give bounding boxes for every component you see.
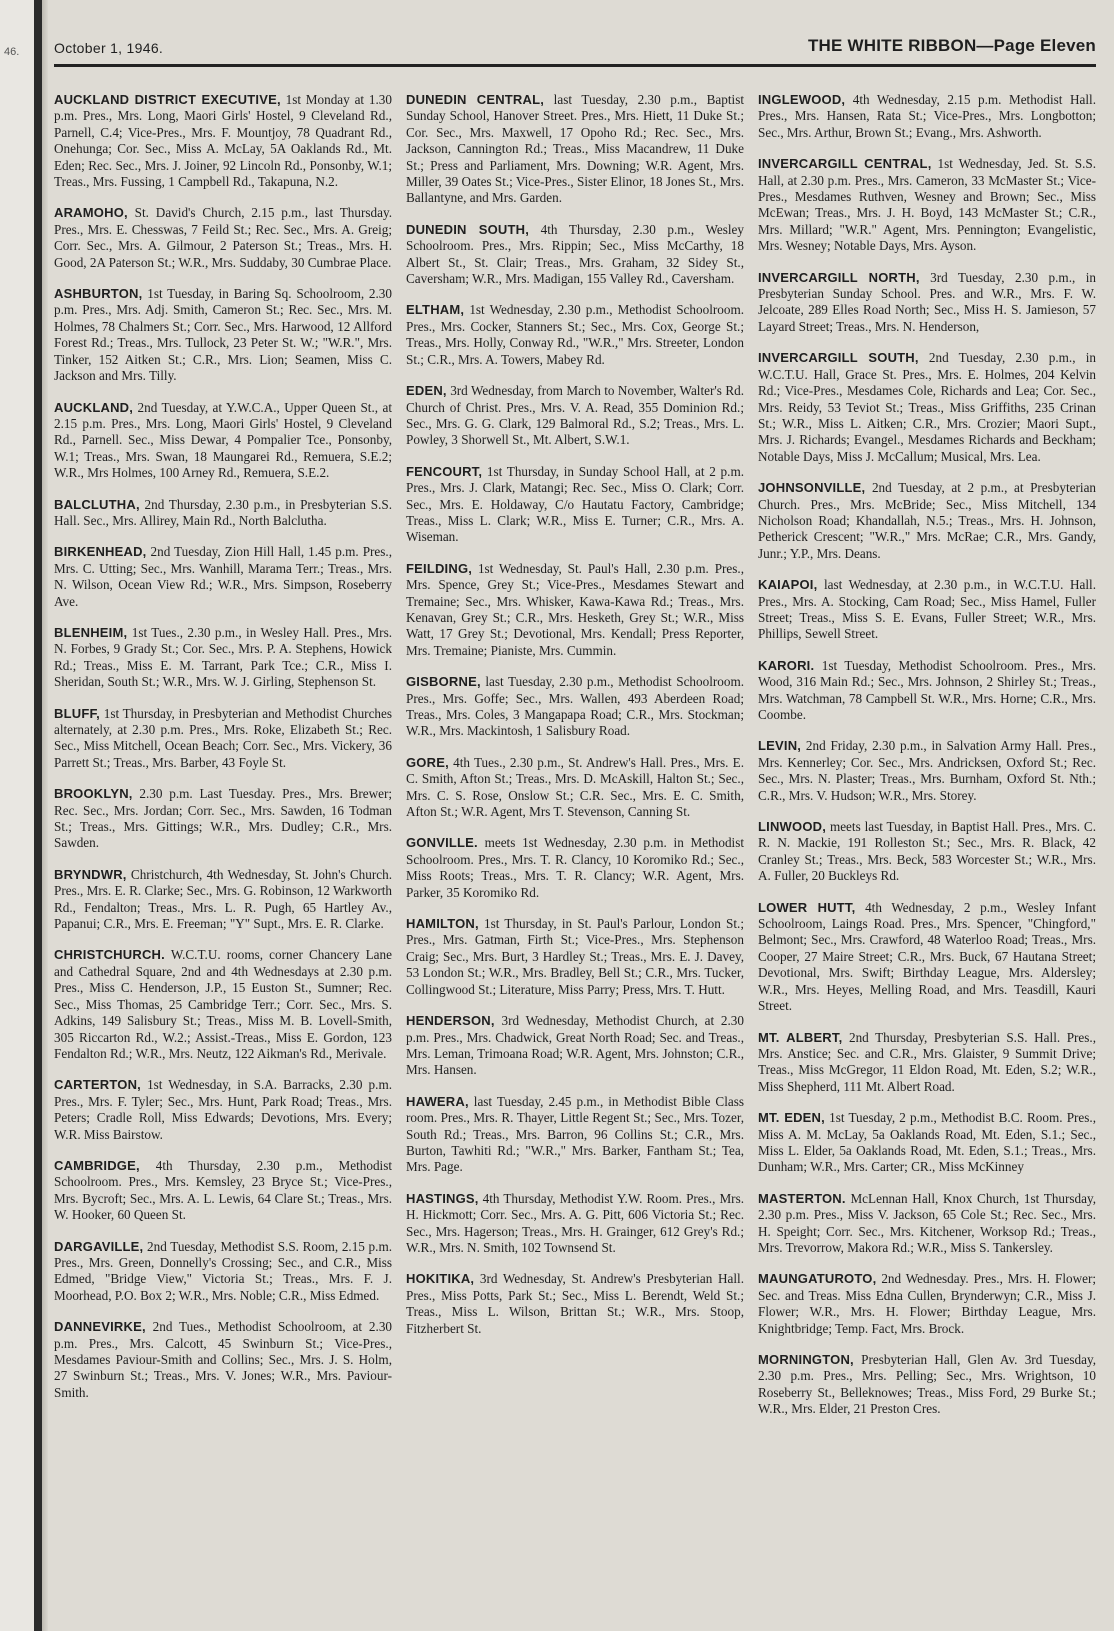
branch-details: 1st Tuesday, Methodist Schoolroom. Pres., Mrs. Wood, 316 Main Rd.; Sec., Mrs. Johnson, 2 Shirley St.; Treas., Mrs. Watchman, 78 Campbell St. W.R., Mrs. Horne; C.R., Mrs. Coombe. <box>758 657 1096 722</box>
branch-details: 4th Thursday, 2.30 p.m., Wesley Schoolroom. Pres., Mrs. Rippin; Sec., Miss McCarthy, 18 Albert St., St. Clair; Treas., Mrs. Graham, 32 Sidey St., Caversham; W.R., Mrs. Madigan, 155 Valley Rd., Caversham. <box>406 221 744 287</box>
branch-details: 2nd Tuesday, 2.30 p.m., in W.C.T.U. Hall, Grace St. Pres., Mrs. E. Holmes, 204 Kelvin Rd.; Vice-Pres., Mesdames Cole, Richards and Lea; Cor. Sec., Mrs. Reidy, 53 Teviot St.; Treas., Miss Griffiths, 235 Crinan St.; W.R., Miss L. Aitken; C.R., Mrs. Crozier; Maori Supt., Mrs. J. Richards; Evangel., Mesdames Richards and Beckham; Notable Days, Miss J. McCallum; Musical, Mrs. Lea. <box>758 350 1096 464</box>
branch-entry <box>758 577 1096 643</box>
branch-entry <box>54 497 392 530</box>
branch-entry <box>758 1271 1096 1337</box>
branch-entry <box>758 658 1096 724</box>
branch-name: INGLEWOOD, <box>758 92 846 107</box>
branch-name: BLUFF, <box>54 705 100 721</box>
branch-details: 1st Tuesday, in Baring Sq. Schoolroom, 2.30 p.m. Pres., Mrs. Adj. Smith, Cameron St.; Rec. Sec., Mrs. M. Holmes, 78 Chalmers St.; Corr. Sec., Mrs. Harwood, 12 Allford Forest Rd.; Treas., Mrs. Tullock, 23 Peter St. W.; "W.R.", Mrs. Tinker, 152 Aitken St.; C.R., Mrs. Lion; Seamen, Miss C. Jackson and Mrs. Tilly. <box>54 286 392 384</box>
branch-entry <box>758 1030 1096 1096</box>
branch-name: GONVILLE. <box>406 835 478 851</box>
branch-name: HASTINGS, <box>406 1190 479 1206</box>
branch-details: 3rd Tuesday, 2.30 p.m., in Presbyterian Sunday School. Pres. and W.R., Mrs. F. W. Jelcoate, 289 Elles Road North; Sec., Miss H. S. Jamieson, 57 Layard Street; Treas., Mrs. N. Henderson, <box>758 269 1096 334</box>
branch-details: 3rd Wednesday, from March to November, Walter's Rd. Church of Christ. Pres., Mrs. V. A. Read, 355 Dominion Rd.; Sec., Mrs. G. G. Clark, 129 Balmoral Rd., S.2; Treas., Mrs. L. Powley, 3 Shorwell St., Mt. Albert, S.W.1. <box>406 383 744 448</box>
branch-details: 1st Wednesday, Jed. St. S.S. Hall, at 2.30 p.m. Pres., Mrs. Cameron, 33 McMaster St.; Vice-Pres., Mesdames Ruthven, Wesney and Brown; Sec., Miss McEwan; Treas., Mrs. J. H. Boyd, 143 McMaster St.; C.R., Mrs. Millard; "W.R." Agent, Mrs. Pennington; Evangelistic, Mrs. Wesney; Notable Days, Mrs. Ayson. <box>758 156 1096 254</box>
branch-entry <box>54 867 392 933</box>
branch-details: last Tuesday, 2.30 p.m., Baptist Sunday School, Hanover Street. Pres., Mrs. Hiett, 11 Duke St.; Cor. Sec., Mrs. Maxwell, 17 Opoho Rd.; Rec. Sec., Mrs. Jackson, Cannington Rd.; Treas., Miss Macandrew, 11 Duke St.; Press and Parliament, Mrs. Downing; W.R. Agent, Mrs. Miller, 39 Oates St.; Vice-Pres., Sister Elinor, 18 Jones St., Mrs. Ballantyne, and Mrs. Garden. <box>406 92 744 206</box>
branch-name: AUCKLAND DISTRICT EXECUTIVE, <box>54 92 281 107</box>
header-rule <box>54 64 1096 67</box>
branch-name: BLENHEIM, <box>54 624 128 640</box>
branch-name: KARORI. <box>758 657 815 673</box>
branch-entry <box>54 400 392 482</box>
branch-details: 2nd Tuesday, at Y.W.C.A., Upper Queen St., at 2.15 p.m. Pres., Mrs. Long, Maori Girls' Hostel, 9 Cleveland Rd., Parnell. Sec., Miss Dewar, 4 Pompalier Tce., Ponsonby, W.1; Treas., Mrs. Swan, 18 Maungarei Rd., Remuera, S.E.2; W.R., Mrs Holmes, 100 Arney Rd., Remuera, S.E.2. <box>54 399 392 481</box>
branch-entry <box>758 819 1096 885</box>
branch-details: last Wednesday, at 2.30 p.m., in W.C.T.U. Hall. Pres., Mrs. A. Stocking, Cam Road; Sec., Miss Hamel, Fuller Street; Treas., Miss S. E. Evans, Fuller Street; W.R., Mrs. Phillips, Sewell Street. <box>758 577 1096 642</box>
branch-entry <box>758 1352 1096 1418</box>
branch-name: ARAMOHO, <box>54 205 128 221</box>
branch-entry <box>758 738 1096 804</box>
branch-details: 1st Wednesday, 2.30 p.m., Methodist Schoolroom. Pres., Mrs. Cocker, Stanners St.; Sec., Mrs. Cox, George St.; Treas., Mrs. Holly, Conway Rd., "W.R.," Mrs. Streeter, London St.; C.R., Mrs. A. Towers, Mabey Rd. <box>406 302 744 367</box>
branch-entry <box>406 1271 744 1337</box>
publication-title: THE WHITE RIBBON—Page Eleven <box>807 36 1096 55</box>
branch-entry <box>758 270 1096 336</box>
branch-details: 4th Tues., 2.30 p.m., St. Andrew's Hall. Pres., Mrs. E. C. Smith, Afton St.; Treas., Mrs. D. McAskill, Halton St.; Sec., Mrs. C. S. Rose, Onslow St.; C.R. Sec., Mrs. E. C. Smith, Afton St.; W.R. Agent, Mrs T. Stevenson, Canning St. <box>406 754 744 820</box>
branch-name: ELTHAM, <box>406 302 465 318</box>
branch-name: KAIAPOI, <box>758 577 818 593</box>
branch-entry <box>406 561 744 659</box>
branch-name: BIRKENHEAD, <box>54 544 147 560</box>
branch-details: 1st Monday at 1.30 p.m. Pres., Mrs. Long, Maori Girls' Hostel, 9 Cleveland Rd., Parnell, C.4; Vice-Pres., Mrs. F. Mountjoy, 78 Quadrant Rd., Onehunga; Cor. Sec., Miss A. McLay, 5A Oaklands Rd., Mt. Eden; Rec. Sec., Mrs. J. Joiner, 92 Lincoln Rd., Ponsonby, W.1; Treas., Mrs. Fussing, 1 Campbell Rd., Takapuna, N.2. <box>54 92 392 190</box>
branch-entry <box>54 625 392 691</box>
issue-date: October 1, 1946. <box>54 40 164 56</box>
branch-details: Presbyterian Hall, Glen Av. 3rd Tuesday, 2.30 p.m. Pres., Mrs. Pelling; Sec., Mrs. Wrightson, 10 Roseberry St., Belleknowes; Treas., Miss Ford, 29 Burke St.; W.R., Mrs. Elder, 21 Preston Cres. <box>758 1352 1096 1417</box>
page-header <box>54 34 1096 64</box>
branch-details: McLennan Hall, Knox Church, 1st Thursday, 2.30 p.m. Pres., Miss V. Jackson, 65 Cole St.; Rec. Sec., Mrs. H. Speight; Corr. Sec., Mrs. Kitchener, Worksop Rd.; Treas., Mrs. Trevorrow, Makora Rd.; W.R., Miss S. Tankersley. <box>758 1190 1096 1255</box>
column-3 <box>758 92 1096 1622</box>
branch-name: LINWOOD, <box>758 819 827 835</box>
branch-entry <box>758 900 1096 1015</box>
branch-name: CAMBRIDGE, <box>54 1157 140 1173</box>
branch-entry <box>406 1094 744 1176</box>
branch-name: MASTERTON. <box>758 1190 846 1206</box>
branch-details: 2nd Tues., Methodist Schoolroom, at 2.30 p.m. Pres., Mrs. Calcott, 45 Swinburn St.; Vice-Pres., Mesdames Paviour-Smith and Collins; Sec., Mrs. J. S. Holm, 27 Swinburn St.; Treas., Mrs. V. Jones; W.R., Mrs. Paviour-Smith. <box>54 1319 392 1400</box>
branch-entry <box>54 1319 392 1401</box>
branch-details: 4th Wednesday, 2.15 p.m. Methodist Hall. Pres., Mrs. Hansen, Rata St.; Vice-Pres., Mrs. Longbotton; Sec., Mrs. Arthur, Brown St.; Evang., Mrs. Ashworth. <box>758 92 1096 140</box>
branch-name: DUNEDIN CENTRAL, <box>406 92 545 107</box>
branch-entry <box>54 544 392 610</box>
branch-details: W.C.T.U. rooms, corner Chancery Lane and Cathedral Square, 2nd and 4th Wednesdays at 2.30 p.m. Pres., Miss C. Henderson, J.P., 15 Euston St., Sumner; Rec. Sec., Miss Thomas, 25 Cambridge Terr.; Corr. Sec., Mrs. S. Adkins, 149 Salisbury St.; Treas., Miss M. B. Lovell-Smith, 305 Riccarton Rd., W.2.; Assist.-Treas., Miss E. Gordon, 123 Fendalton Rd.; W.R., Mrs. Neutz, 122 Aikman's Rd., Merivale. <box>54 947 392 1061</box>
branch-details: meets last Tuesday, in Baptist Hall. Pres., Mrs. C. R. N. Mackie, 191 Rolleston St.; Sec., Mrs. R. Black, 42 Cranley St.; Treas., Mrs. Beck, 583 Worcester St.; W.R., Mrs. A. Fuller, 20 Buckleys Rd. <box>758 819 1096 884</box>
branch-entry <box>406 1013 744 1079</box>
branch-name: AUCKLAND, <box>54 399 134 415</box>
branch-name: JOHNSONVILLE, <box>758 480 866 496</box>
branch-entry <box>758 480 1096 562</box>
branch-details: 1st Thursday, in St. Paul's Parlour, London St.; Pres., Mrs. Gatman, Firth St.; Vice-Pres., Mrs. Stephenson Craig; Sec., Mrs. Burt, 3 Hardley St.; Treas., Mrs. E. J. Davey, 53 London St.; W.R., Mrs. Bradley, Bell St.; C.R., Mrs. Tucker, Collingwood St.; Literature, Miss Parry; Press, Mrs. T. Hutt. <box>406 916 744 997</box>
branch-entry <box>758 92 1096 141</box>
branch-entry <box>54 1077 392 1143</box>
branch-name: FENCOURT, <box>406 463 483 479</box>
branch-details: 2nd Wednesday. Pres., Mrs. H. Flower; Sec. and Treas. Miss Edna Cullen, Brynderwyn; C.R., Miss J. Flower; W.R., Mrs. H. Flower; Birthday League, Mrs. Knightbridge; Temp. Fact, Mrs. Brock. <box>758 1271 1096 1336</box>
branch-name: INVERCARGILL SOUTH, <box>758 350 919 366</box>
branch-entry <box>54 92 392 190</box>
branch-name: GISBORNE, <box>406 674 481 690</box>
branch-name: LEVIN, <box>758 738 802 754</box>
branch-name: DARGAVILLE, <box>54 1238 144 1254</box>
branch-details: 1st Thursday, in Sunday School Hall, at 2 p.m. Pres., Mrs. J. Clark, Matangi; Rec. Sec., Miss O. Clark; Corr. Sec., Mrs. E. Holdaway, C/o Hautatu Factory, Cambridge; Treas., Miss L. Clark; W.R., Miss E. Turner; C.R., Mrs. A. Wiseman. <box>406 463 744 545</box>
branch-name: INVERCARGILL CENTRAL, <box>758 156 932 172</box>
branch-name: HOKITIKA, <box>406 1271 475 1287</box>
branch-entry <box>54 1239 392 1305</box>
branch-entry <box>406 222 744 288</box>
branch-entry <box>758 350 1096 465</box>
branch-name: GORE, <box>406 754 449 770</box>
branch-details: 1st Tuesday, 2 p.m., Methodist B.C. Room. Pres., Miss A. M. McLay, 5a Oaklands Road, Mt. Eden, S.1.; Sec., Miss L. Elder, 5a Oaklands Road, Mt. Eden, S.1.; Treas., Mrs. Dunham; W.R., Mrs. Carter; CR., Miss McKinney <box>758 1110 1096 1175</box>
branch-details: 1st Wednesday, in S.A. Barracks, 2.30 p.m. Pres., Mrs. F. Tyler; Sec., Mrs. Hunt, Park Road; Treas., Mrs. Peters; Cradle Roll, Miss Edwards; Devotions, Mrs. Every; W.R. Miss Bairstow. <box>54 1077 392 1142</box>
branch-name: EDEN, <box>406 383 447 399</box>
branch-entry <box>54 1158 392 1224</box>
branch-details: meets 1st Wednesday, 2.30 p.m. in Methodist Schoolroom. Pres., Mrs. T. R. Clancy, 10 Koromiko Rd.; Sec., Miss Roots; Treas., Mrs. T. R. Clancy; W.R. Agent, Mrs. Parker, 35 Koromiko Rd. <box>406 835 744 900</box>
branch-details: 3rd Wednesday, Methodist Church, at 2.30 p.m. Pres., Mrs. Chadwick, Great North Road; Sec. and Treas., Mrs. Leman, Trimoana Road; W.R. Agent, Mrs. Johnston; C.R., Mrs. Hansen. <box>406 1013 744 1078</box>
branch-name: CHRISTCHURCH. <box>54 947 165 963</box>
branch-entry <box>758 156 1096 254</box>
branch-name: MT. ALBERT, <box>758 1029 843 1045</box>
branch-details: 1st Thursday, in Presbyterian and Methodist Churches alternately, at 2.30 p.m. Pres., Mrs. Roke, Elizabeth St.; Rec. Sec., Miss Mitchell, Ocean Beach; Corr. Sec., Mrs. Vickery, 36 Parrett St.; Treas., Mrs. Barber, 43 Foyle St. <box>54 705 392 770</box>
branch-name: CARTERTON, <box>54 1077 141 1093</box>
column-1 <box>54 92 392 1622</box>
margin-page-number: 46. <box>4 46 20 58</box>
branch-details: 2.30 p.m. Last Tuesday. Pres., Mrs. Brewer; Rec. Sec., Mrs. Jordan; Corr. Sec., Mrs. Sawden, 16 Todman St.; Treas., Mrs. Gittings; W.R., Mrs. Dudley; C.R., Mrs. Sawden. <box>54 786 392 851</box>
branch-entry <box>406 916 744 998</box>
branch-details: Christchurch, 4th Wednesday, St. John's Church. Pres., Mrs. E. R. Clarke; Sec., Mrs. G. Robinson, 12 Warkworth Rd., Fendalton; Treas., Mrs. L. R. Pugh, 65 Hartley Av., Papanui; C.R., Mrs. E. Freeman; "Y" Supt., Mrs. E. R. Clarke. <box>54 866 392 932</box>
branch-name: DUNEDIN SOUTH, <box>406 221 530 237</box>
branch-name: BALCLUTHA, <box>54 496 140 512</box>
branch-details: 2nd Tuesday, Methodist S.S. Room, 2.15 p.m. Pres., Mrs. Green, Donnelly's Crossing; Sec., and C.R., Miss Edmed, "Bridge View," Victoria St.; Treas., Mrs. F. J. Moorhead, P.O. Box 2; W.R., Mrs. Noble; C.R., Miss Edmed. <box>54 1238 392 1303</box>
branch-details: 1st Tues., 2.30 p.m., in Wesley Hall. Pres., Mrs. N. Forbes, 9 Grady St.; Cor. Sec., Mrs. P. A. Stephens, Howick Rd.; Treas., Miss E. M. Tarrant, Park Tce.; C.R., Miss I. Sheridan, South St.; W.R., Mrs. W. J. Girling, Stephenson St. <box>54 624 392 690</box>
branch-details: St. David's Church, 2.15 p.m., last Thursday. Pres., Mrs. E. Chesswas, 7 Feild St.; Rec. Sec., Mrs. A. Greig; Corr. Sec., Mrs. A. Gilmour, 2 Paterson St.; Treas., Mrs. H. Good, 2A Paterson St.; W.R., Mrs. Suddaby, 30 Cumbrae Place. <box>54 205 392 270</box>
branch-name: ASHBURTON, <box>54 286 143 302</box>
branch-details: 2nd Tuesday, Zion Hill Hall, 1.45 p.m. Pres., Mrs. C. Utting; Sec., Mrs. Wanhill, Marama Terr.; Treas., Mrs. N. Wilson, Ocean View Rd.; W.R., Mrs. Simpson, Roseberry Ave. <box>54 544 392 609</box>
branch-details: 4th Thursday, 2.30 p.m., Methodist Schoolroom. Pres., Mrs. Kemsley, 23 Bryce St.; Vice-Pres., Mrs. Bycroft; Sec., Mrs. A. L. Lewis, 64 Clare St.; Treas., Mrs. W. Hooker, 60 Queen St. <box>54 1157 392 1223</box>
branch-name: BROOKLYN, <box>54 786 133 802</box>
branch-details: 2nd Friday, 2.30 p.m., in Salvation Army Hall. Pres., Mrs. Kennerley; Cor. Sec., Mrs. Andricksen, Oxford St.; Rec. Sec., Mrs. N. Plaster; Treas., Mrs. Burnham, Oxford St. Nth.; C.R., Mrs. V. Hudson; W.R., Mrs. Storey. <box>758 738 1096 803</box>
branch-name: HENDERSON, <box>406 1013 495 1029</box>
branch-entry <box>406 302 744 368</box>
scanner-edge <box>0 0 48 1631</box>
branch-name: BRYNDWR, <box>54 866 127 882</box>
branch-details: last Tuesday, 2.30 p.m., Methodist Schoolroom. Pres., Mrs. Goffe; Sec., Mrs. Wallen, 493 Aberdeen Road; Treas., Mrs. Coles, 3 Mangapapa Road; C.R., Mrs. Stockman; W.R., Mrs. Mackintosh, 1 Salisbury Road. <box>406 674 744 739</box>
branch-entry <box>406 674 744 740</box>
branch-name: MT. EDEN, <box>758 1110 825 1126</box>
branch-entry <box>758 1191 1096 1257</box>
branch-entry <box>406 464 744 546</box>
branch-entry <box>54 706 392 772</box>
branch-details: 2nd Thursday, 2.30 p.m., in Presbyterian S.S. Hall. Sec., Mrs. Allirey, Main Rd., North Balclutha. <box>54 496 392 528</box>
branch-name: HAMILTON, <box>406 916 479 932</box>
branch-entry <box>406 835 744 901</box>
branch-entry <box>54 947 392 1062</box>
branch-name: INVERCARGILL NORTH, <box>758 269 920 285</box>
branch-entry <box>406 755 744 821</box>
branch-details: 2nd Thursday, Presbyterian S.S. Hall. Pres., Mrs. Anstice; Sec. and C.R., Mrs. Glaister, 9 Summit Drive; Treas., Miss McGregor, 11 Eldon Road, Mt. Eden, S.2; W.R., Miss Shepherd, 111 Mt. Albert Road. <box>758 1029 1096 1094</box>
branch-entry <box>406 92 744 207</box>
branch-name: FEILDING, <box>406 560 473 576</box>
branch-details: 3rd Wednesday, St. Andrew's Presbyterian Hall. Pres., Miss Potts, Park St.; Sec., Miss L. Berendt, Weld St.; Treas., Miss L. Wilson, Brittan St.; W.R., Mrs. Stoop, Fitzherbert St. <box>406 1271 744 1336</box>
branch-entry <box>54 786 392 852</box>
branch-details: 1st Wednesday, St. Paul's Hall, 2.30 p.m. Pres., Mrs. Spence, Grey St.; Vice-Pres., Mesdames Stewart and Tremaine; Sec., Mrs. Whisker, Kawa-Kawa Rd.; Treas., Mrs. Kenavan, Grey St.; C.R., Mrs. Hesketh, Grey St.; W.R., Miss Watt, 17 Grey St.; Devotional, Mrs. Kendall; Press Reporter, Mrs. Tremaine; Pianiste, Mrs. Cummin. <box>406 560 744 658</box>
branch-entry <box>406 383 744 449</box>
branch-name: MAUNGATUROTO, <box>758 1271 877 1287</box>
branch-details: 4th Wednesday, 2 p.m., Wesley Infant Schoolroom, Laings Road. Pres., Mrs. Spencer, "Chingford," Belmont; Sec., Mrs. Crawford, 48 Waterloo Road; Treas., Mrs. Cooper, 27 Maire Street; C.R., Mrs. Buck, 67 Hautana Street; Devotional, Mrs. Swift; Birthday League, Mrs. Aldersley; W.R., Mrs. Heyes, Melling Road, and Mrs. Teasdill, Kauri Street. <box>758 899 1096 1014</box>
branch-entry <box>406 1191 744 1257</box>
branch-name: DANNEVIRKE, <box>54 1319 146 1335</box>
branch-details: 2nd Tuesday, at 2 p.m., at Presbyterian Church. Pres., Mrs. McBride; Sec., Miss Mitchell, 134 Nicholson Road; Khandallah, N.5.; Treas., Mrs. H. Johnson, Petherick Crescent; "W.R.," Mrs. McRae; C.R., Mrs. Gandy, Junr.; Y.P., Mrs. Deans. <box>758 480 1096 561</box>
directory-columns <box>54 92 1096 1622</box>
newspaper-page <box>48 0 1114 1631</box>
branch-entry <box>54 205 392 271</box>
branch-details: last Tuesday, 2.45 p.m., in Methodist Bible Class room. Pres., Mrs. R. Thayer, Little Regent St.; Sec., Mrs. Tozer, South Rd.; Treas., Mrs. Barron, 96 Collins St.; C.R., Mrs. Burton, Tawhiti Rd.; "W.R.," Mrs. Barker, Fantham St.; Tea, Mrs. Page. <box>406 1093 744 1175</box>
branch-entry <box>758 1110 1096 1176</box>
branch-name: HAWERA, <box>406 1093 469 1109</box>
column-2 <box>406 92 744 1622</box>
branch-entry <box>54 286 392 384</box>
branch-details: 4th Thursday, Methodist Y.W. Room. Pres., Mrs. H. Hickmott; Corr. Sec., Mrs. A. G. Pitt, 606 Victoria St.; Rec. Sec., Mrs. Hagerson; Treas., Mrs. H. Grainger, 612 Grey's Rd.; W.R., Mrs. N. Smith, 102 Townsend St. <box>406 1190 744 1255</box>
branch-name: MORNINGTON, <box>758 1352 854 1367</box>
branch-name: LOWER HUTT, <box>758 899 856 915</box>
